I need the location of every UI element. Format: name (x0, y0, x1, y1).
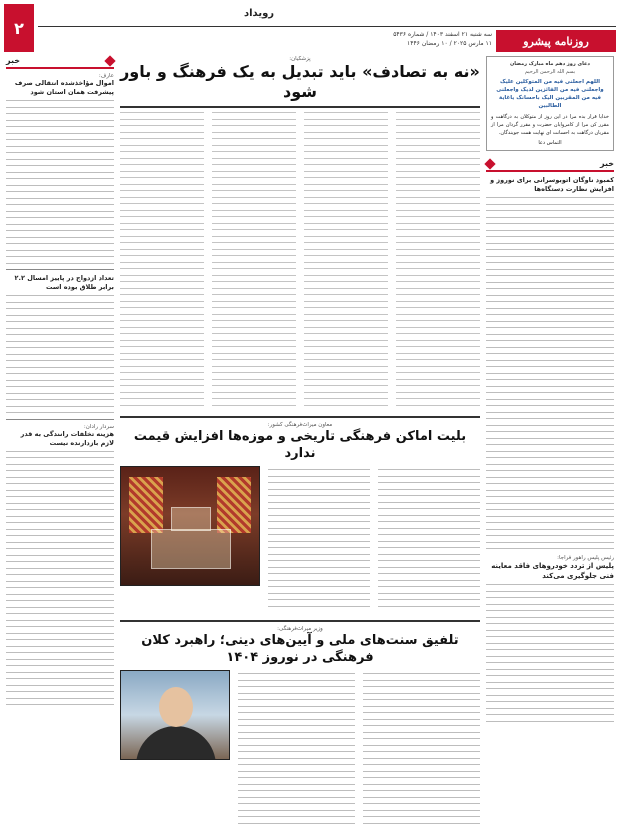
news-section-header (486, 159, 614, 172)
left-story-3-body (6, 451, 114, 706)
left-section-arrow-icon (104, 55, 115, 66)
newspaper-logo: روزنامه پیشرو (496, 30, 616, 52)
page-number: ۲ (4, 4, 34, 52)
page-header (4, 4, 616, 54)
main-story-3-rule (120, 620, 480, 622)
main-story-3-text-2 (238, 673, 355, 830)
main-stories (120, 56, 480, 831)
minister-photo (120, 670, 230, 760)
right-story-2 (486, 555, 614, 722)
left-story-1-title[interactable]: اموال مؤاخذشده انتقالی صرف پیشرفت همان استان شود (14, 79, 114, 96)
main-story-2-text-1 (378, 469, 480, 616)
prayer-translation: خدایا قرار بده مرا در این روز از متوکلان به درگاهت و مقرر کن مرا از کامروایان حضرت و مقرر گردان مرا از مقربان درگاهت به احسانت ای نهایت همت جویندگان. (491, 114, 609, 136)
left-news-label: خبر (6, 56, 21, 65)
museum-photo-wrap (120, 466, 260, 616)
left-divider-2 (6, 419, 114, 420)
left-story-2-title[interactable]: تعداد ازدواج در پاییز امسال ۲.۲ برابر طلاق بوده است (14, 274, 114, 291)
main-story-2-headline[interactable]: بلیت اماکن فرهنگی تاریخی و موزه‌ها افزایش قیمت ندارد (133, 429, 467, 461)
right-story-2-title[interactable]: پلیس از تردد خودروهای فاقد معاینه فنی جلوگیری می‌کند (491, 562, 614, 580)
prayer-ending: التماس دعا (538, 140, 562, 146)
left-story-1-kicker: عارف: (98, 73, 114, 79)
main-story-3-body (120, 670, 480, 830)
main-story-3-kicker: وزیر میراث‌فرهنگی: (277, 626, 323, 632)
prayer-title: دعای روز دهم ماه مبارک رمضان (510, 61, 590, 67)
left-story-3-title[interactable]: هزینه تخلفات رانندگی به قدر لازم بازدارنده نیست (20, 429, 114, 447)
right-story-1-title[interactable]: کمبود ناوگان اتوبوسرانی برای نوروز و افزایش نظارت دستگاه‌ها (490, 176, 614, 193)
main-story-2-rule (120, 416, 480, 418)
news-section-label: خبر (599, 159, 614, 168)
issue-info (393, 30, 492, 48)
main-story-2-text-2 (268, 469, 370, 616)
minister-photo-wrap (120, 670, 230, 830)
left-story-2-body (6, 295, 114, 413)
left-story-1-body (6, 100, 114, 264)
main-story-1-kicker: پزشکیان: (289, 56, 311, 62)
section-title: رویداد (244, 8, 275, 19)
main-story-1-rule (120, 106, 480, 108)
left-divider (6, 269, 114, 270)
left-story-3-kicker: سردار رادان: (83, 423, 114, 430)
prayer-arabic-text: اللهم اجعلنی فیه من المتوکلین علیک واجعلنی فیه من الفائزین لدیک واجعلنی فیه من المقربین الیک باحسانک یاغایة الطالبین (496, 79, 604, 109)
section-arrow-icon (484, 158, 495, 169)
header-divider (38, 26, 616, 27)
main-story-1-headline[interactable]: «نه به تصادف» باید تبدیل به یک فرهنگ و باور شود (120, 62, 480, 101)
left-column (6, 56, 114, 831)
issue-date-persian: سه شنبه ۲۱ اسفند ۱۴۰۳ / شماره ۵۴۳۶ (393, 31, 492, 38)
daily-prayer-box (486, 56, 614, 151)
right-story-2-body (486, 584, 614, 722)
right-story-2-kicker: رئیس پلیس راهور فراجا: (557, 555, 614, 561)
main-story-3-headline[interactable]: تلفیق سنت‌های ملی و آیین‌های دینی؛ راهبرد کلان فرهنگی در نوروز ۱۴۰۴ (141, 633, 459, 665)
issue-date-other: ۱۱ مارس ۲۰۲۵ / ۱۰ رمضان ۱۴۴۶ (407, 40, 492, 47)
prayer-bismillah: بسم الله الرحمن الرحیم (524, 69, 576, 75)
left-news-header (6, 56, 114, 69)
main-story-2-kicker: معاون میراث‌فرهنگی کشور: (267, 422, 333, 428)
main-story-1-body (120, 112, 480, 412)
museum-photo (120, 466, 260, 586)
right-story-1-body (486, 197, 614, 549)
right-column (486, 56, 614, 831)
main-story-3-text-1 (363, 673, 480, 830)
main-story-2-body (120, 466, 480, 616)
